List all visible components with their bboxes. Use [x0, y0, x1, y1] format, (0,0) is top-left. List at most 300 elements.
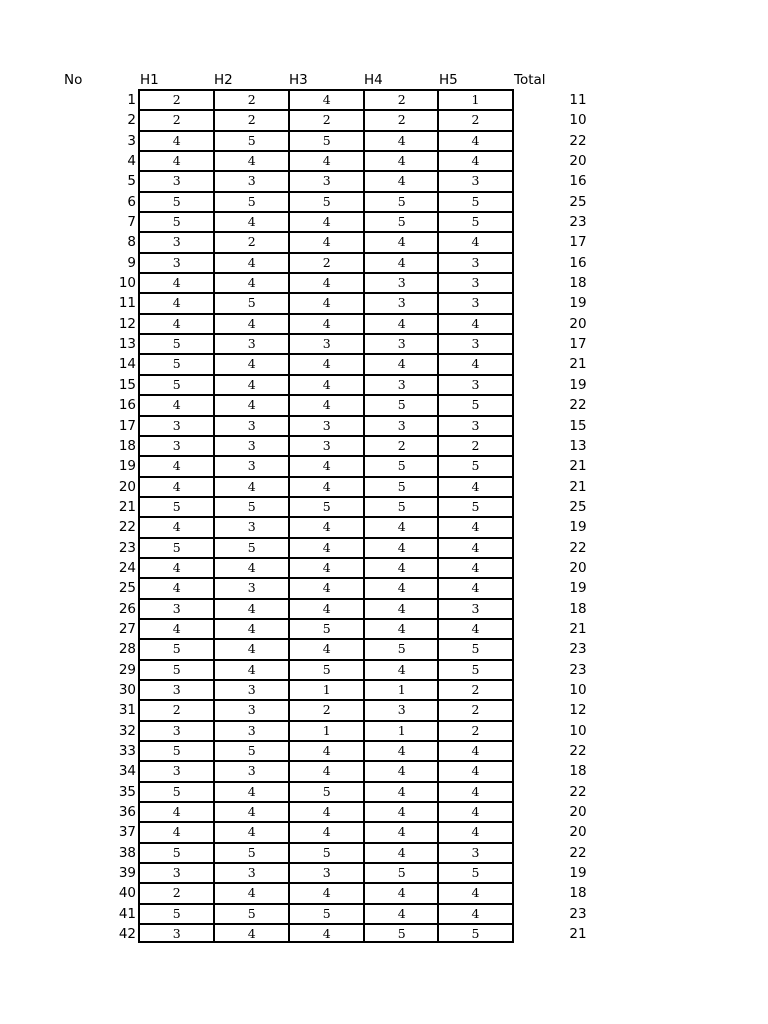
cell-h5[interactable]: 4: [437, 537, 514, 557]
cell-h2[interactable]: 2: [213, 231, 289, 251]
cell-h3[interactable]: 3: [288, 415, 364, 435]
row-total: 23: [569, 214, 587, 231]
cell-h5[interactable]: 2: [437, 699, 514, 719]
cell-h5[interactable]: 5: [437, 638, 514, 658]
cell-h3[interactable]: 4: [288, 516, 364, 536]
cell-h5[interactable]: 4: [437, 740, 514, 760]
cell-h5[interactable]: 4: [437, 801, 514, 821]
cell-h4[interactable]: 4: [363, 231, 439, 251]
cell-h3[interactable]: 5: [288, 618, 364, 638]
cell-h3[interactable]: 4: [288, 882, 364, 902]
cell-h2[interactable]: 5: [213, 130, 289, 150]
cell-h1[interactable]: 4: [138, 618, 214, 638]
cell-h3[interactable]: 4: [288, 801, 364, 821]
row-number: 32: [118, 722, 136, 739]
cell-h2[interactable]: 4: [213, 598, 289, 618]
table-row: [0, 150, 768, 170]
row-number: 40: [118, 885, 136, 902]
cell-h2[interactable]: 5: [213, 537, 289, 557]
cell-h1[interactable]: 5: [138, 333, 214, 353]
cell-h5[interactable]: 3: [437, 333, 514, 353]
table-row: [0, 903, 768, 923]
table-row: [0, 130, 768, 150]
cell-h1[interactable]: 5: [138, 781, 214, 801]
cell-h3[interactable]: 4: [288, 374, 364, 394]
cell-h3[interactable]: 5: [288, 130, 364, 150]
row-number: 7: [127, 214, 136, 231]
row-total: 18: [569, 275, 587, 292]
table-row: [0, 699, 768, 719]
cell-h5[interactable]: 4: [437, 618, 514, 638]
row-number: 35: [118, 783, 136, 800]
cell-h1[interactable]: 3: [138, 415, 214, 435]
cell-h1[interactable]: 4: [138, 150, 214, 170]
cell-h2[interactable]: 3: [213, 170, 289, 190]
row-total: 22: [569, 743, 587, 759]
cell-h1[interactable]: 5: [138, 496, 214, 516]
cell-h2[interactable]: 2: [213, 109, 289, 129]
cell-h1[interactable]: 4: [138, 476, 214, 496]
cell-h2[interactable]: 3: [213, 333, 289, 353]
cell-h3[interactable]: 4: [288, 577, 364, 597]
row-number: 38: [118, 844, 136, 861]
table-row: [0, 435, 768, 455]
table-row: [0, 353, 768, 373]
cell-h2[interactable]: 3: [213, 760, 289, 780]
row-total: 19: [569, 580, 587, 597]
cell-h3[interactable]: 4: [288, 557, 364, 577]
row-number: 15: [118, 376, 136, 393]
table-row: [0, 537, 768, 557]
row-number: 24: [118, 559, 136, 576]
cell-h3[interactable]: 3: [288, 862, 364, 882]
cell-h5[interactable]: 2: [437, 720, 514, 740]
cell-h1[interactable]: 3: [138, 435, 214, 455]
cell-h3[interactable]: 4: [288, 292, 364, 312]
cell-h4[interactable]: 1: [363, 720, 439, 740]
cell-h5[interactable]: 3: [437, 415, 514, 435]
row-total: 25: [569, 193, 587, 210]
table-row: [0, 109, 768, 129]
cell-h5[interactable]: 4: [437, 313, 514, 333]
cell-h1[interactable]: 5: [138, 659, 214, 679]
cell-h5[interactable]: 2: [437, 679, 514, 699]
table-row: [0, 191, 768, 211]
cell-h2[interactable]: 4: [213, 374, 289, 394]
table-row: [0, 170, 768, 190]
cell-h1[interactable]: 3: [138, 598, 214, 618]
cell-h4[interactable]: 4: [363, 170, 439, 190]
cell-h2[interactable]: 3: [213, 862, 289, 882]
data-table: [0, 89, 768, 943]
cell-h1[interactable]: 4: [138, 821, 214, 841]
cell-h4[interactable]: 4: [363, 130, 439, 150]
cell-h4[interactable]: 4: [363, 537, 439, 557]
cell-h3[interactable]: 4: [288, 638, 364, 658]
row-number: 39: [118, 865, 136, 882]
cell-h4[interactable]: 4: [363, 842, 439, 862]
cell-h5[interactable]: 4: [437, 557, 514, 577]
row-number: 20: [118, 478, 136, 495]
row-number: 25: [118, 580, 136, 597]
row-total: 18: [569, 885, 587, 902]
cell-h2[interactable]: 4: [213, 781, 289, 801]
table-row: [0, 638, 768, 658]
cell-h1[interactable]: 2: [138, 89, 214, 109]
cell-h1[interactable]: 3: [138, 679, 214, 699]
cell-h5[interactable]: 3: [437, 842, 514, 862]
cell-h1[interactable]: 3: [138, 170, 214, 190]
cell-h3[interactable]: 4: [288, 89, 364, 109]
cell-h4[interactable]: 4: [363, 252, 439, 272]
row-number: 37: [118, 824, 136, 841]
cell-h4[interactable]: 5: [363, 862, 439, 882]
cell-h5[interactable]: 5: [437, 211, 514, 231]
cell-h5[interactable]: 4: [437, 476, 514, 496]
cell-h5[interactable]: 3: [437, 292, 514, 312]
cell-h5[interactable]: 3: [437, 598, 514, 618]
cell-h3[interactable]: 4: [288, 598, 364, 618]
cell-h1[interactable]: 4: [138, 394, 214, 414]
cell-h3[interactable]: 3: [288, 170, 364, 190]
cell-h2[interactable]: 3: [213, 720, 289, 740]
cell-h4[interactable]: 3: [363, 699, 439, 719]
row-total: 11: [569, 92, 587, 108]
cell-h2[interactable]: 3: [213, 577, 289, 597]
cell-h3[interactable]: 4: [288, 272, 364, 292]
cell-h4[interactable]: 4: [363, 781, 439, 801]
row-number: 22: [118, 519, 136, 536]
cell-h1[interactable]: 2: [138, 109, 214, 129]
row-number: 11: [118, 295, 136, 312]
cell-h2[interactable]: 4: [213, 923, 289, 943]
table-row: [0, 760, 768, 780]
cell-h3[interactable]: 4: [288, 455, 364, 475]
cell-h3[interactable]: 4: [288, 537, 364, 557]
row-number: 41: [118, 905, 136, 922]
cell-h2[interactable]: 4: [213, 313, 289, 333]
cell-h3[interactable]: 4: [288, 760, 364, 780]
table-row: [0, 252, 768, 272]
cell-h4[interactable]: 4: [363, 618, 439, 638]
cell-h1[interactable]: 4: [138, 130, 214, 150]
cell-h4[interactable]: 4: [363, 598, 439, 618]
cell-h4[interactable]: 5: [363, 191, 439, 211]
table-row: [0, 272, 768, 292]
cell-h4[interactable]: 2: [363, 435, 439, 455]
table-row: [0, 740, 768, 760]
cell-h5[interactable]: 5: [437, 862, 514, 882]
row-number: 17: [118, 417, 136, 434]
cell-h3[interactable]: 4: [288, 150, 364, 170]
table-row: [0, 394, 768, 414]
table-row: [0, 292, 768, 312]
cell-h4[interactable]: 5: [363, 923, 439, 943]
row-number: 29: [118, 661, 136, 678]
row-number: 27: [118, 620, 136, 637]
cell-h1[interactable]: 5: [138, 353, 214, 373]
cell-h4[interactable]: 3: [363, 272, 439, 292]
cell-h1[interactable]: 4: [138, 455, 214, 475]
cell-h3[interactable]: 4: [288, 821, 364, 841]
row-total: 22: [569, 844, 587, 861]
row-total: 17: [569, 234, 587, 251]
cell-h1[interactable]: 5: [138, 740, 214, 760]
cell-h2[interactable]: 4: [213, 638, 289, 658]
cell-h4[interactable]: 4: [363, 882, 439, 902]
cell-h5[interactable]: 4: [437, 903, 514, 923]
table-row: [0, 496, 768, 516]
row-number: 21: [118, 498, 136, 515]
cell-h3[interactable]: 5: [288, 191, 364, 211]
cell-h3[interactable]: 5: [288, 903, 364, 923]
cell-h1[interactable]: 3: [138, 720, 214, 740]
row-number: 31: [118, 702, 136, 719]
cell-h4[interactable]: 4: [363, 150, 439, 170]
cell-h5[interactable]: 2: [437, 109, 514, 129]
cell-h4[interactable]: 5: [363, 476, 439, 496]
cell-h5[interactable]: 5: [437, 923, 514, 943]
table-row: [0, 333, 768, 353]
cell-h2[interactable]: 4: [213, 272, 289, 292]
cell-h1[interactable]: 5: [138, 638, 214, 658]
row-number: 4: [127, 153, 136, 170]
cell-h2[interactable]: 5: [213, 903, 289, 923]
cell-h3[interactable]: 5: [288, 496, 364, 516]
cell-h2[interactable]: 4: [213, 252, 289, 272]
cell-h1[interactable]: 3: [138, 231, 214, 251]
cell-h5[interactable]: 4: [437, 150, 514, 170]
cell-h1[interactable]: 3: [138, 862, 214, 882]
cell-h5[interactable]: 4: [437, 760, 514, 780]
cell-h3[interactable]: 2: [288, 109, 364, 129]
table-row: [0, 923, 768, 943]
row-number: 28: [118, 641, 136, 658]
row-total: 21: [569, 478, 587, 495]
cell-h1[interactable]: 4: [138, 801, 214, 821]
row-total: 20: [569, 559, 587, 576]
cell-h2[interactable]: 4: [213, 476, 289, 496]
cell-h2[interactable]: 3: [213, 415, 289, 435]
cell-h4[interactable]: 3: [363, 374, 439, 394]
row-total: 20: [569, 824, 587, 841]
table-row: [0, 89, 768, 109]
cell-h4[interactable]: 1: [363, 679, 439, 699]
cell-h4[interactable]: 4: [363, 801, 439, 821]
row-number: 14: [118, 356, 136, 373]
cell-h4[interactable]: 5: [363, 394, 439, 414]
cell-h5[interactable]: 4: [437, 882, 514, 902]
cell-h1[interactable]: 5: [138, 191, 214, 211]
row-total: 23: [569, 661, 587, 678]
cell-h4[interactable]: 4: [363, 516, 439, 536]
cell-h2[interactable]: 4: [213, 150, 289, 170]
cell-h5[interactable]: 3: [437, 170, 514, 190]
row-total: 25: [569, 498, 587, 515]
cell-h1[interactable]: 4: [138, 313, 214, 333]
cell-h1[interactable]: 2: [138, 699, 214, 719]
cell-h2[interactable]: 4: [213, 801, 289, 821]
cell-h2[interactable]: 3: [213, 435, 289, 455]
cell-h4[interactable]: 4: [363, 557, 439, 577]
cell-h5[interactable]: 3: [437, 272, 514, 292]
header-h5: H5: [439, 72, 458, 88]
cell-h4[interactable]: 3: [363, 292, 439, 312]
cell-h3[interactable]: 4: [288, 394, 364, 414]
table-row: [0, 821, 768, 841]
cell-h5[interactable]: 4: [437, 516, 514, 536]
cell-h2[interactable]: 5: [213, 740, 289, 760]
header-total: Total: [514, 72, 546, 88]
cell-h2[interactable]: 3: [213, 699, 289, 719]
cell-h4[interactable]: 3: [363, 415, 439, 435]
row-total: 22: [569, 132, 587, 149]
cell-h3[interactable]: 2: [288, 252, 364, 272]
table-row: [0, 882, 768, 902]
cell-h2[interactable]: 5: [213, 496, 289, 516]
row-number: 1: [127, 92, 136, 108]
cell-h1[interactable]: 2: [138, 882, 214, 902]
table-row: [0, 516, 768, 536]
cell-h2[interactable]: 5: [213, 191, 289, 211]
cell-h3[interactable]: 3: [288, 435, 364, 455]
cell-h4[interactable]: 5: [363, 638, 439, 658]
row-number: 26: [118, 600, 136, 617]
header-no: No: [64, 72, 83, 88]
cell-h2[interactable]: 4: [213, 211, 289, 231]
cell-h3[interactable]: 4: [288, 231, 364, 251]
row-total: 21: [569, 926, 587, 943]
cell-h1[interactable]: 5: [138, 211, 214, 231]
row-total: 10: [569, 681, 587, 698]
cell-h5[interactable]: 3: [437, 374, 514, 394]
cell-h5[interactable]: 4: [437, 231, 514, 251]
table-row: [0, 598, 768, 618]
row-total: 19: [569, 376, 587, 393]
row-total: 20: [569, 315, 587, 332]
row-total: 12: [569, 702, 587, 719]
cell-h3[interactable]: 5: [288, 659, 364, 679]
cell-h2[interactable]: 4: [213, 821, 289, 841]
table-row: [0, 801, 768, 821]
cell-h1[interactable]: 5: [138, 374, 214, 394]
cell-h3[interactable]: 4: [288, 353, 364, 373]
cell-h5[interactable]: 1: [437, 89, 514, 109]
cell-h4[interactable]: 2: [363, 109, 439, 129]
cell-h2[interactable]: 4: [213, 353, 289, 373]
cell-h3[interactable]: 5: [288, 842, 364, 862]
cell-h3[interactable]: 1: [288, 679, 364, 699]
cell-h3[interactable]: 4: [288, 211, 364, 231]
cell-h1[interactable]: 3: [138, 923, 214, 943]
cell-h3[interactable]: 1: [288, 720, 364, 740]
cell-h3[interactable]: 3: [288, 333, 364, 353]
cell-h1[interactable]: 4: [138, 577, 214, 597]
cell-h4[interactable]: 4: [363, 353, 439, 373]
cell-h4[interactable]: 4: [363, 740, 439, 760]
table-row: [0, 557, 768, 577]
cell-h1[interactable]: 3: [138, 252, 214, 272]
cell-h5[interactable]: 4: [437, 821, 514, 841]
cell-h3[interactable]: 4: [288, 740, 364, 760]
row-total: 18: [569, 763, 587, 780]
cell-h3[interactable]: 4: [288, 313, 364, 333]
cell-h2[interactable]: 4: [213, 557, 289, 577]
cell-h4[interactable]: 5: [363, 455, 439, 475]
cell-h5[interactable]: 4: [437, 353, 514, 373]
cell-h4[interactable]: 5: [363, 496, 439, 516]
cell-h5[interactable]: 4: [437, 130, 514, 150]
cell-h2[interactable]: 4: [213, 659, 289, 679]
cell-h4[interactable]: 4: [363, 577, 439, 597]
cell-h5[interactable]: 4: [437, 577, 514, 597]
cell-h4[interactable]: 4: [363, 313, 439, 333]
cell-h4[interactable]: 2: [363, 89, 439, 109]
table-row: [0, 476, 768, 496]
row-total: 17: [569, 336, 587, 353]
row-number: 16: [118, 397, 136, 414]
row-number: 34: [118, 763, 136, 780]
row-number: 8: [127, 234, 136, 251]
cell-h1[interactable]: 5: [138, 903, 214, 923]
cell-h4[interactable]: 3: [363, 333, 439, 353]
cell-h5[interactable]: 5: [437, 394, 514, 414]
cell-h2[interactable]: 4: [213, 618, 289, 638]
cell-h1[interactable]: 4: [138, 292, 214, 312]
cell-h3[interactable]: 4: [288, 476, 364, 496]
cell-h5[interactable]: 5: [437, 496, 514, 516]
cell-h4[interactable]: 4: [363, 659, 439, 679]
cell-h2[interactable]: 2: [213, 89, 289, 109]
cell-h1[interactable]: 4: [138, 516, 214, 536]
cell-h2[interactable]: 4: [213, 394, 289, 414]
cell-h2[interactable]: 5: [213, 842, 289, 862]
cell-h2[interactable]: 3: [213, 455, 289, 475]
cell-h4[interactable]: 4: [363, 821, 439, 841]
cell-h4[interactable]: 4: [363, 760, 439, 780]
cell-h4[interactable]: 4: [363, 903, 439, 923]
header-h3: H3: [289, 72, 308, 88]
cell-h2[interactable]: 4: [213, 882, 289, 902]
cell-h1[interactable]: 4: [138, 557, 214, 577]
cell-h2[interactable]: 3: [213, 516, 289, 536]
cell-h1[interactable]: 5: [138, 842, 214, 862]
cell-h4[interactable]: 5: [363, 211, 439, 231]
row-total: 21: [569, 620, 587, 637]
cell-h2[interactable]: 3: [213, 679, 289, 699]
cell-h5[interactable]: 3: [437, 252, 514, 272]
cell-h2[interactable]: 5: [213, 292, 289, 312]
cell-h3[interactable]: 4: [288, 923, 364, 943]
cell-h1[interactable]: 3: [138, 760, 214, 780]
table-row: [0, 842, 768, 862]
cell-h5[interactable]: 4: [437, 781, 514, 801]
cell-h3[interactable]: 5: [288, 781, 364, 801]
row-number: 23: [118, 539, 136, 556]
row-total: 23: [569, 905, 587, 922]
cell-h5[interactable]: 5: [437, 659, 514, 679]
cell-h5[interactable]: 5: [437, 191, 514, 211]
row-total: 19: [569, 295, 587, 312]
cell-h3[interactable]: 2: [288, 699, 364, 719]
cell-h1[interactable]: 5: [138, 537, 214, 557]
cell-h5[interactable]: 2: [437, 435, 514, 455]
row-total: 16: [569, 173, 587, 190]
cell-h1[interactable]: 4: [138, 272, 214, 292]
cell-h5[interactable]: 5: [437, 455, 514, 475]
table-row: [0, 374, 768, 394]
row-total: 22: [569, 539, 587, 556]
